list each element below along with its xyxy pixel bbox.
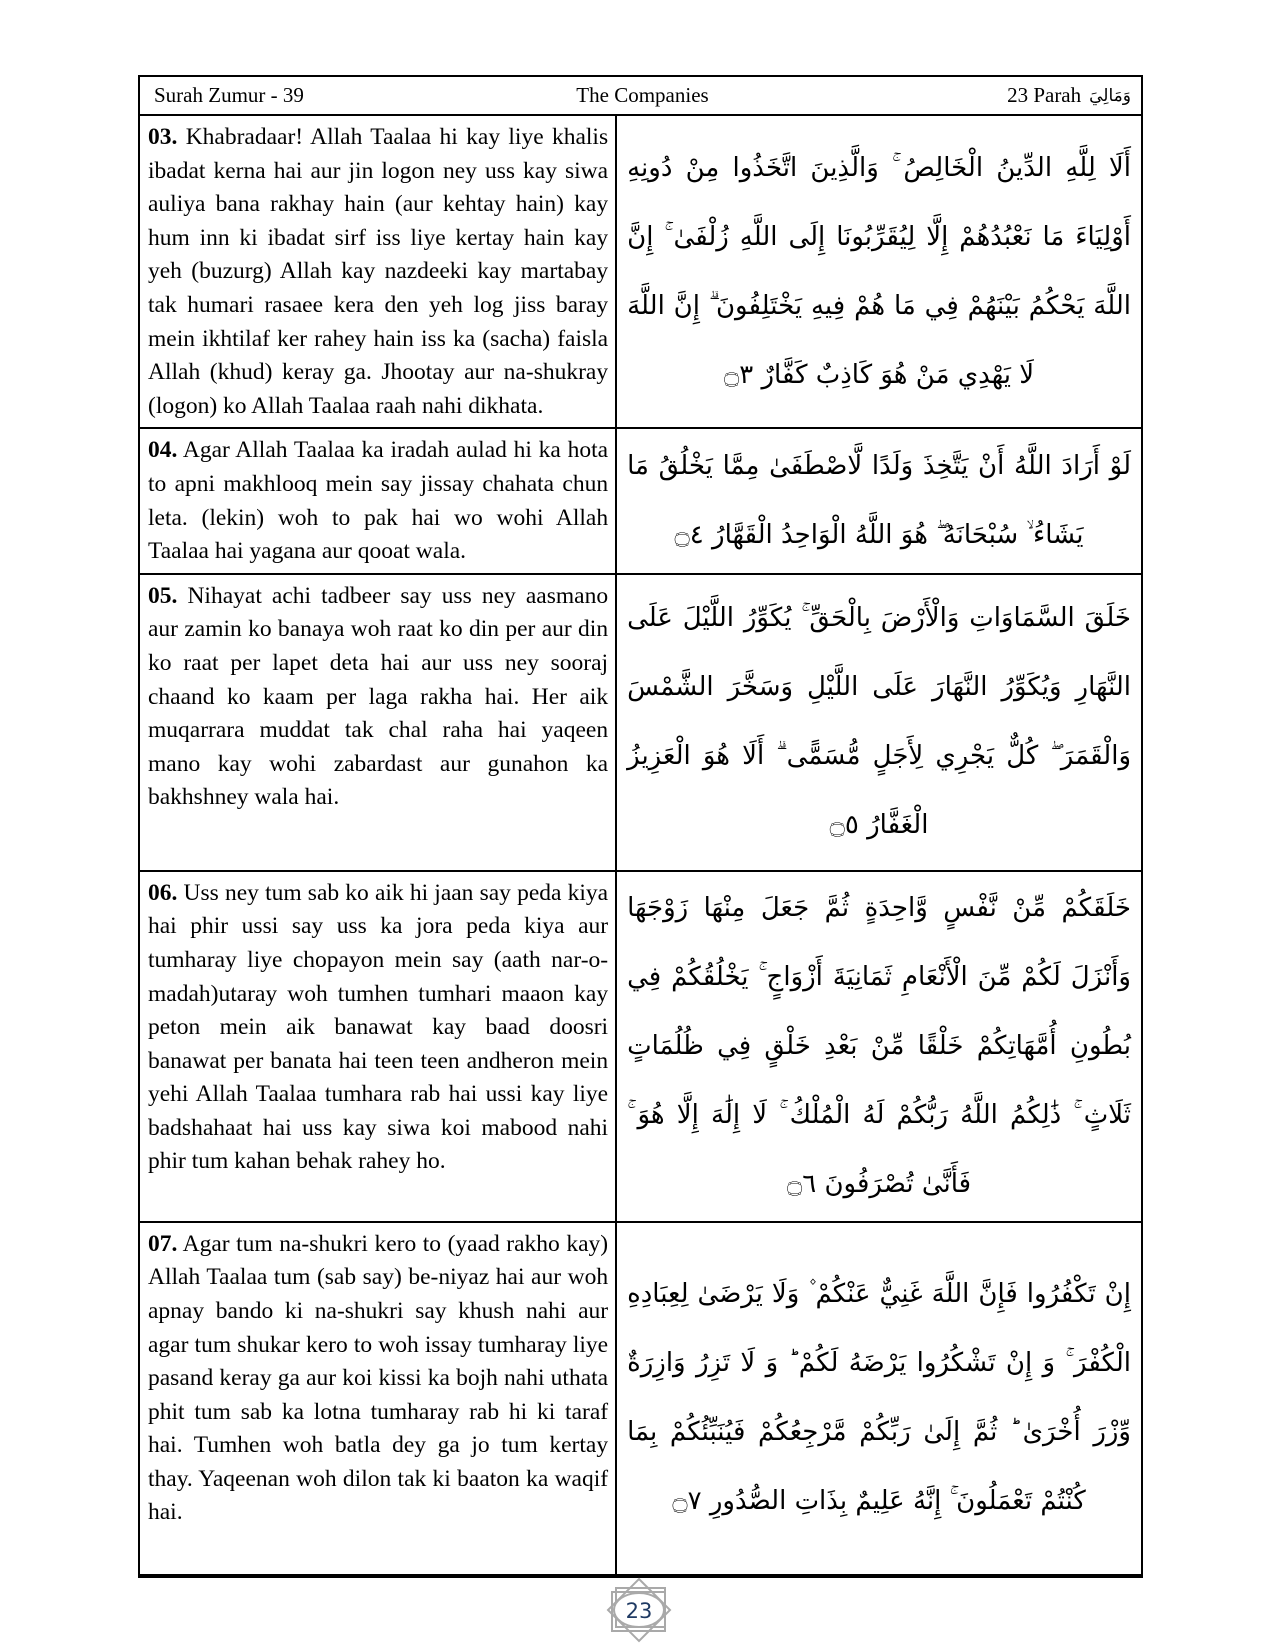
arabic-verse-text: لَوْ أَرَادَ اللَّهُ أَنْ يَتَّخِذَ وَلَدًا لَّاصْطَفَىٰ مِمَّا يَخْلُقُ مَا يَشَاءُ ۙ سُبْحَانَهُ ۖ هُوَ اللَّهُ الْوَاحِدُ الْقَهَّارُ ۝٤ bbox=[627, 451, 1131, 551]
page-number: 23 bbox=[625, 1599, 653, 1623]
translation-text: Khabradaar! Allah Taalaa hi kay liye khalis ibadat kerna hai aur jin logon ney uss kay siwa auliya bana rakhay hain (aur kehtay hain) kay hum inn ki ibadat sirf iss liye kertay hain kay yeh (buzurg) Allah kay nazdeeki kay martabay tak humari rasaee kera den yeh log jiss baray mein ikhtilaf ker rahey hain iss ka (sacha) faisla Allah (khud) keray ga. Jhootay aur na-shukray (logon) ko Allah Taalaa raah nahi dikhata. bbox=[148, 124, 609, 419]
arabic-cell-03 bbox=[617, 116, 1141, 427]
translation-paragraph bbox=[148, 1228, 608, 1530]
verse-number: 07. bbox=[148, 1230, 178, 1257]
translation-text: Agar tum na-shukri kero to (yaad rakho kay) Allah Taalaa tum (sab say) be-niyaz hai aur woh apnay bando ki na-shukri say khush nahi aur agar tum shukar kero to woh issay tumharay liye pasand keray ga aur koi kissi ka bojh nahi uthata phit tum sab ka lotna tumharay rab hi ki taraf hai. Tumhen woh batla dey ga jo tum kertay thay. Yaqeenan woh dilon tak ki baaton ka waqif hai. bbox=[148, 1230, 609, 1526]
parah-label: 23 Parah bbox=[1007, 83, 1082, 107]
arabic-cell-05 bbox=[617, 575, 1141, 870]
translation-cell-03 bbox=[140, 116, 617, 427]
arabic-verse-text: إِنْ تَكْفُرُوا فَإِنَّ اللَّهَ غَنِيٌّ عَنْكُمْ ۫ وَلَا يَرْضَىٰ لِعِبَادِهِ الْكُفْرَ ۚ وَ إِنْ تَشْكُرُوا يَرْضَهُ لَكُمْ ؕ وَ لَا تَزِرُ وَازِرَةٌ وِّزْرَ أُخْرَىٰ ؕ ثُمَّ إِلَىٰ رَبِّكُمْ مَّرْجِعُكُمْ فَيُنَبِّئُكُمْ بِمَا كُنْتُمْ تَعْمَلُونَ ۚ إِنَّهُ عَلِيمٌ بِذَاتِ الصُّدُورِ ۝٧ bbox=[627, 1279, 1131, 1517]
verse-number: 05. bbox=[148, 582, 178, 609]
arabic-cell-04 bbox=[617, 429, 1141, 572]
translation-text: Uss ney tum sab ko aik hi jaan say peda kiya hai phir ussi say uss ka jora peda kiya aur tumharay liye chopayon mein say (aath nar-o-madah)utaray woh tumhen tumhari maaon kay peton mein aik banawat kay baad doosri banawat per banata hai teen teen andheron mein yehi Allah Taalaa tumhara rab hai ussi kay liye badshahaat hai uss kay siwa koi mabood nahi phir tum kahan behak rahey ho. bbox=[148, 879, 609, 1175]
table-header bbox=[140, 77, 1141, 116]
verse-number: 03. bbox=[148, 124, 178, 150]
arabic-verse-text: خَلَقَ السَّمَاوَاتِ وَالْأَرْضَ بِالْحَقِّ ۚ يُكَوِّرُ اللَّيْلَ عَلَى النَّهَارِ وَيُكَوِّرُ النَّهَارَ عَلَى اللَّيْلِ وَسَخَّرَ الشَّمْسَ وَالْقَمَرَ ۖ كُلٌّ يَجْرِي لِأَجَلٍ مُّسَمًّى ۗ أَلَا هُوَ الْعَزِيزُ الْغَفَّارُ ۝٥ bbox=[627, 603, 1131, 841]
arabic-verse-text: أَلَا لِلَّهِ الدِّينُ الْخَالِصُ ۚ وَالَّذِينَ اتَّخَذُوا مِنْ دُونِهِ أَوْلِيَاءَ مَا نَعْبُدُهُمْ إِلَّا لِيُقَرِّبُونَا إِلَى اللَّهِ زُلْفَىٰ ۚ إِنَّ اللَّهَ يَحْكُمُ بَيْنَهُمْ فِي مَا هُمْ فِيهِ يَخْتَلِفُونَ ۗ إِنَّ اللَّهَ لَا يَهْدِي مَنْ هُوَ كَاذِبٌ كَفَّارٌ ۝٣ bbox=[627, 152, 1131, 390]
arabic-cell-07 bbox=[617, 1223, 1141, 1574]
parah-info bbox=[1007, 83, 1131, 108]
verse-number: 04. bbox=[148, 437, 178, 464]
verse-row-07 bbox=[140, 1223, 1141, 1574]
translation-paragraph bbox=[148, 121, 608, 423]
translation-text: Agar Allah Taalaa ka iradah aulad hi ka hota to apni makhlooq mein say jissay chahata chun leta. (lekin) woh to pak hai wo wohi Allah Taalaa hai yagana aur qooat wala. bbox=[148, 437, 609, 565]
translation-cell-05 bbox=[140, 575, 617, 870]
translation-cell-06 bbox=[140, 872, 617, 1221]
ornament-star-icon bbox=[599, 1576, 679, 1648]
verse-row-05 bbox=[140, 575, 1141, 872]
translation-text: Nihayat achi tadbeer say uss ney aasmano aur zamin ko banaya woh raat ko din per aur din ko raat per lapet deta hai aur uss ney sooraj chaand ko kaam per laga rakha hai. Her aik muqarrara muddat tak chal raha hai yaqeen mano kay wohi zabardast aur gunahon ka bakhshney wala hai. bbox=[148, 582, 609, 811]
verse-row-03 bbox=[140, 116, 1141, 429]
surah-title: Surah Zumur - 39 bbox=[154, 83, 304, 107]
parah-name-arabic: وَمَالِيَ bbox=[1089, 85, 1131, 106]
translation-paragraph bbox=[148, 580, 608, 815]
arabic-cell-06 bbox=[617, 872, 1141, 1221]
translation-cell-07 bbox=[140, 1223, 617, 1574]
translation-paragraph bbox=[148, 434, 608, 568]
quran-table bbox=[138, 75, 1143, 1578]
translation-cell-04 bbox=[140, 429, 617, 572]
page-number-ornament bbox=[599, 1576, 679, 1648]
surah-english-name: The Companies bbox=[576, 83, 709, 107]
verse-number: 06. bbox=[148, 879, 178, 906]
arabic-verse-text: خَلَقَكُمْ مِّنْ نَّفْسٍ وَّاحِدَةٍ ثُمَّ جَعَلَ مِنْهَا زَوْجَهَا وَأَنْزَلَ لَكُمْ مِّنَ الْأَنْعَامِ ثَمَانِيَةَ أَزْوَاجٍ ۚ يَخْلُقُكُمْ فِي بُطُونِ أُمَّهَاتِكُمْ خَلْقًا مِّنْ بَعْدِ خَلْقٍ فِي ظُلُمَاتٍ ثَلَاثٍ ۚ ذَٰلِكُمُ اللَّهُ رَبُّكُمْ لَهُ الْمُلْكُ ۚ لَا إِلَٰهَ إِلَّا هُوَ ۚ فَأَنَّىٰ تُصْرَفُونَ ۝٦ bbox=[627, 892, 1131, 1199]
translation-paragraph bbox=[148, 877, 608, 1179]
verse-row-06 bbox=[140, 872, 1141, 1223]
verse-row-04 bbox=[140, 429, 1141, 574]
